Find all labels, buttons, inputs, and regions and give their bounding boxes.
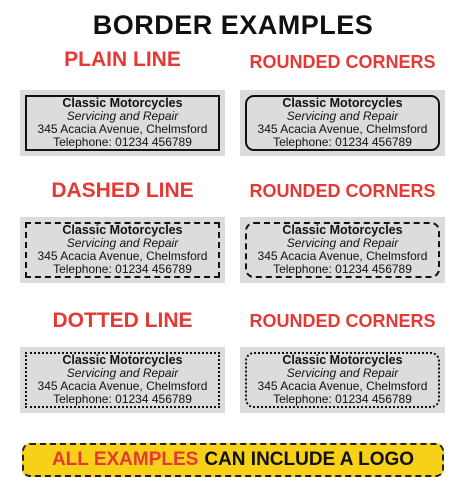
business-tagline: Servicing and Repair (66, 236, 179, 250)
business-phone: Telephone: 01234 456789 (273, 135, 412, 149)
sample-dashed (20, 217, 225, 283)
border-dotted (25, 352, 220, 408)
label-dashed-line: DASHED LINE (51, 179, 194, 202)
business-name: Classic Motorcycles (62, 353, 183, 367)
business-name: Classic Motorcycles (282, 353, 403, 367)
banner-highlight: ALL EXAMPLES (51, 449, 199, 470)
sample-dashed-rounded (240, 217, 445, 283)
label-rounded-corners-3: ROUNDED CORNERS (249, 311, 436, 331)
sample-plain-rounded (240, 90, 445, 156)
label-dotted-line: DOTTED LINE (52, 309, 193, 332)
sample-dotted (20, 347, 225, 413)
label-rounded-corners-2: ROUNDED CORNERS (249, 181, 436, 201)
label-plain-line: PLAIN LINE (64, 48, 181, 71)
border-dotted-rounded (245, 352, 440, 408)
business-address: 345 Acacia Avenue, Chelmsford (37, 379, 208, 393)
business-address: 345 Acacia Avenue, Chelmsford (257, 249, 428, 263)
logo-banner (22, 443, 444, 477)
border-plain (25, 95, 220, 151)
business-tagline: Servicing and Repair (66, 366, 179, 380)
business-address: 345 Acacia Avenue, Chelmsford (257, 122, 428, 136)
page-title: BORDER EXAMPLES (92, 10, 374, 40)
business-address: 345 Acacia Avenue, Chelmsford (37, 249, 208, 263)
border-dashed (25, 222, 220, 278)
border-dashed-rounded (245, 222, 440, 278)
business-address: 345 Acacia Avenue, Chelmsford (37, 122, 208, 136)
border-plain-rounded (245, 95, 440, 151)
business-tagline: Servicing and Repair (286, 236, 399, 250)
business-name: Classic Motorcycles (62, 96, 183, 110)
sample-dotted-rounded (240, 347, 445, 413)
business-tagline: Servicing and Repair (286, 366, 399, 380)
business-name: Classic Motorcycles (282, 96, 403, 110)
banner-text: CAN INCLUDE A LOGO (204, 449, 415, 470)
business-phone: Telephone: 01234 456789 (53, 262, 192, 276)
sample-plain (20, 90, 225, 156)
business-tagline: Servicing and Repair (286, 109, 399, 123)
business-phone: Telephone: 01234 456789 (273, 392, 412, 406)
business-name: Classic Motorcycles (282, 223, 403, 237)
label-rounded-corners-1: ROUNDED CORNERS (249, 52, 436, 72)
business-tagline: Servicing and Repair (66, 109, 179, 123)
business-phone: Telephone: 01234 456789 (53, 392, 192, 406)
business-phone: Telephone: 01234 456789 (53, 135, 192, 149)
business-address: 345 Acacia Avenue, Chelmsford (257, 379, 428, 393)
business-phone: Telephone: 01234 456789 (273, 262, 412, 276)
business-name: Classic Motorcycles (62, 223, 183, 237)
